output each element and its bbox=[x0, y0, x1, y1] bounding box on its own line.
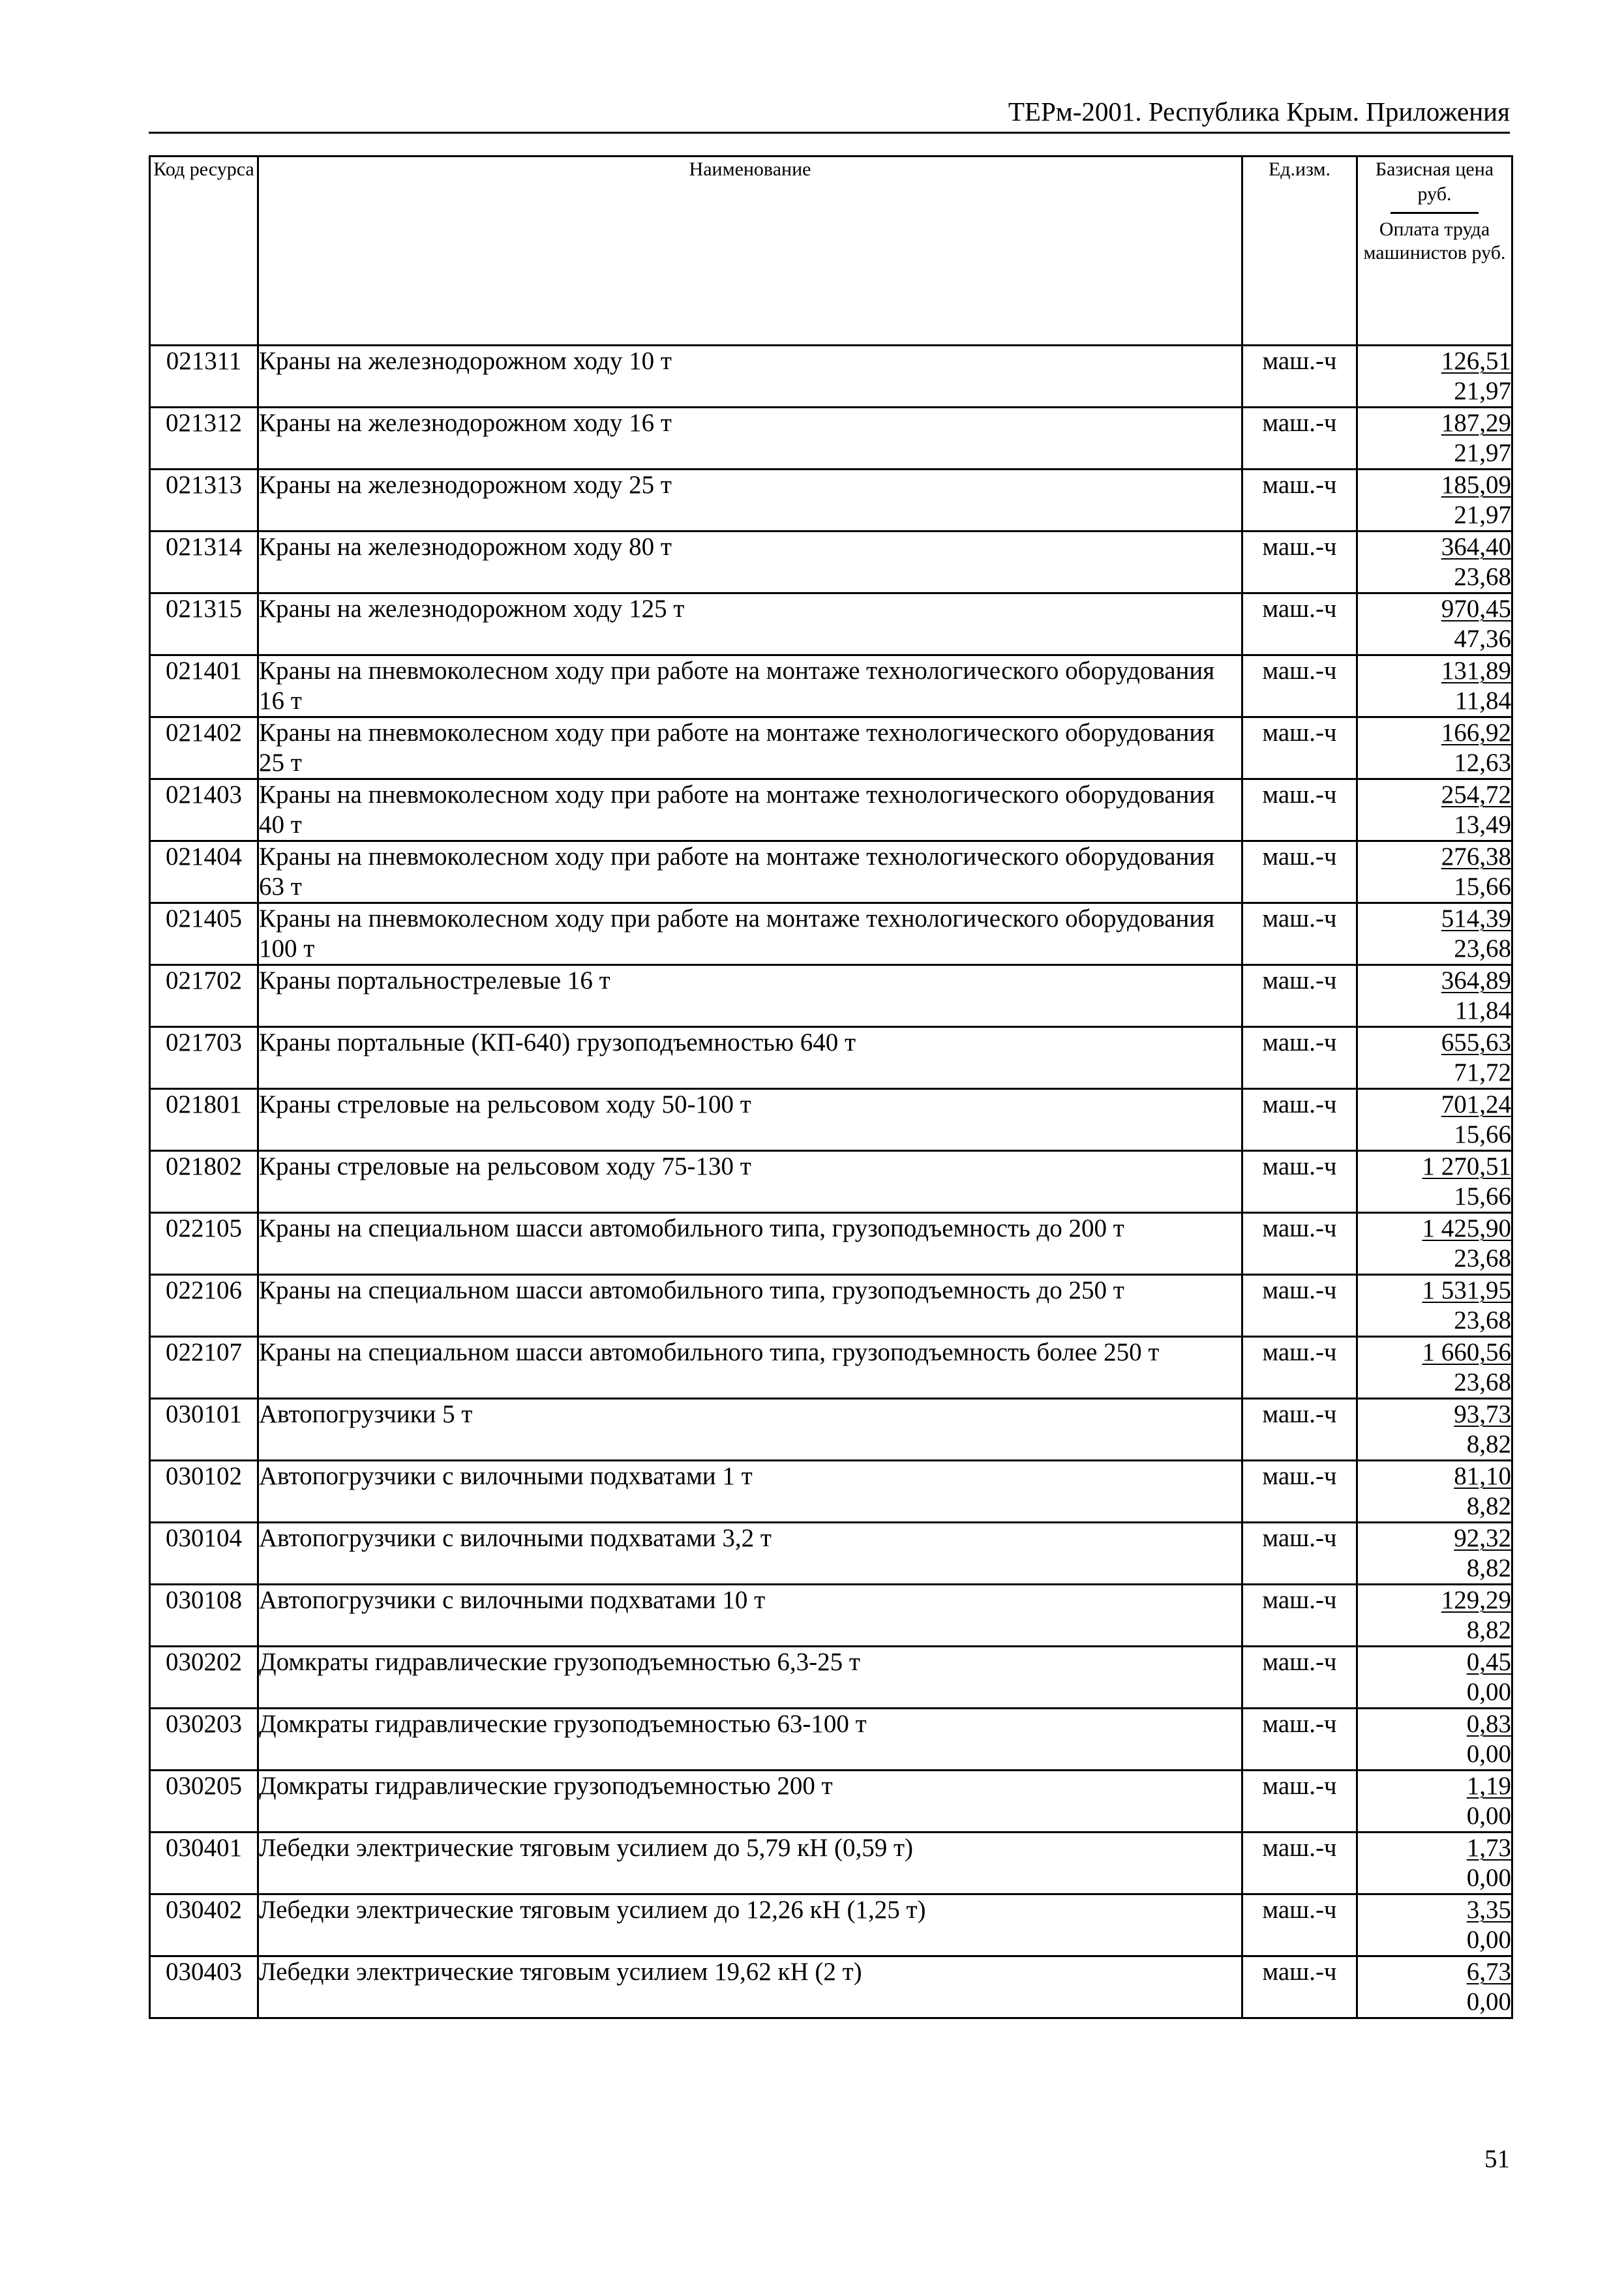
column-header-name: Наименование bbox=[258, 157, 1242, 346]
table-row bbox=[150, 717, 1512, 779]
operator-wage: 15,66 bbox=[1454, 873, 1511, 901]
resource-code: 030401 bbox=[150, 1833, 258, 1894]
resource-name: Краны на пневмоколесном ходу при работе на монтаже технологического оборудования 63 т bbox=[258, 841, 1242, 903]
table-row bbox=[150, 1151, 1512, 1213]
resource-code: 022106 bbox=[150, 1275, 258, 1337]
operator-wage: 0,00 bbox=[1466, 1678, 1511, 1706]
resource-name: Лебедки электрические тяговым усилием 19,62 кН (2 т) bbox=[258, 1956, 1242, 2018]
operator-wage: 11,84 bbox=[1454, 687, 1511, 715]
operator-wage: 23,68 bbox=[1454, 1368, 1511, 1396]
resource-name: Краны портальные (КП-640) грузоподъемностью 640 т bbox=[258, 1027, 1242, 1089]
operator-wage: 13,49 bbox=[1454, 811, 1511, 839]
column-header-code: Код ресурса bbox=[150, 157, 258, 346]
base-price: 3,35 bbox=[1466, 1896, 1511, 1924]
table-body bbox=[150, 346, 1512, 2018]
table-row bbox=[150, 1894, 1512, 1956]
unit-of-measure: маш.-ч bbox=[1242, 408, 1357, 470]
resource-code: 021315 bbox=[150, 593, 258, 655]
unit-of-measure: маш.-ч bbox=[1242, 1213, 1357, 1275]
operator-wage: 23,68 bbox=[1454, 1244, 1511, 1272]
column-header-operator-wage: Оплата труда машинистов руб. bbox=[1363, 218, 1506, 263]
price-cell bbox=[1357, 1089, 1512, 1151]
operator-wage: 0,00 bbox=[1466, 1864, 1511, 1892]
operator-wage: 0,00 bbox=[1466, 1988, 1511, 2016]
resource-code: 030108 bbox=[150, 1585, 258, 1647]
operator-wage: 71,72 bbox=[1454, 1058, 1511, 1086]
unit-of-measure: маш.-ч bbox=[1242, 655, 1357, 717]
base-price: 1,73 bbox=[1466, 1834, 1511, 1862]
column-header-base-price: Базисная цена руб. bbox=[1375, 158, 1494, 205]
operator-wage: 0,00 bbox=[1466, 1926, 1511, 1954]
unit-of-measure: маш.-ч bbox=[1242, 903, 1357, 965]
resource-name: Домкраты гидравлические грузоподъемностью 63-100 т bbox=[258, 1709, 1242, 1771]
unit-of-measure: маш.-ч bbox=[1242, 1894, 1357, 1956]
resource-name: Краны на железнодорожном ходу 80 т bbox=[258, 531, 1242, 593]
price-cell bbox=[1357, 779, 1512, 841]
base-price: 1,19 bbox=[1466, 1772, 1511, 1800]
unit-of-measure: маш.-ч bbox=[1242, 1709, 1357, 1771]
unit-of-measure: маш.-ч bbox=[1242, 1647, 1357, 1709]
resource-price-table bbox=[149, 155, 1513, 2019]
resource-name: Краны на железнодорожном ходу 10 т bbox=[258, 346, 1242, 408]
resource-name: Автопогрузчики с вилочными подхватами 10 т bbox=[258, 1585, 1242, 1647]
resource-code: 021801 bbox=[150, 1089, 258, 1151]
table-header-row bbox=[150, 157, 1512, 346]
base-price: 1 531,95 bbox=[1422, 1276, 1511, 1304]
resource-code: 021402 bbox=[150, 717, 258, 779]
column-header-price-divider bbox=[1391, 212, 1479, 214]
unit-of-measure: маш.-ч bbox=[1242, 1771, 1357, 1833]
base-price: 185,09 bbox=[1441, 471, 1511, 499]
price-cell bbox=[1357, 470, 1512, 531]
operator-wage: 15,66 bbox=[1454, 1182, 1511, 1210]
base-price: 131,89 bbox=[1441, 657, 1511, 685]
unit-of-measure: маш.-ч bbox=[1242, 1275, 1357, 1337]
table-row bbox=[150, 655, 1512, 717]
table-row bbox=[150, 1027, 1512, 1089]
base-price: 126,51 bbox=[1441, 347, 1511, 375]
resource-name: Лебедки электрические тяговым усилием до 5,79 кН (0,59 т) bbox=[258, 1833, 1242, 1894]
base-price: 0,83 bbox=[1466, 1710, 1511, 1738]
resource-name: Лебедки электрические тяговым усилием до 12,26 кН (1,25 т) bbox=[258, 1894, 1242, 1956]
operator-wage: 8,82 bbox=[1466, 1554, 1511, 1582]
price-cell bbox=[1357, 1833, 1512, 1894]
base-price: 129,29 bbox=[1441, 1586, 1511, 1614]
price-cell bbox=[1357, 531, 1512, 593]
resource-code: 021314 bbox=[150, 531, 258, 593]
operator-wage: 21,97 bbox=[1454, 439, 1511, 467]
unit-of-measure: маш.-ч bbox=[1242, 1523, 1357, 1585]
resource-name: Краны стреловые на рельсовом ходу 75-130 т bbox=[258, 1151, 1242, 1213]
price-cell bbox=[1357, 1585, 1512, 1647]
base-price: 1 425,90 bbox=[1422, 1214, 1511, 1242]
price-cell bbox=[1357, 903, 1512, 965]
resource-name: Краны на железнодорожном ходу 125 т bbox=[258, 593, 1242, 655]
base-price: 93,73 bbox=[1454, 1400, 1511, 1428]
resource-code: 030403 bbox=[150, 1956, 258, 2018]
table-row bbox=[150, 1585, 1512, 1647]
resource-code: 021405 bbox=[150, 903, 258, 965]
table-row bbox=[150, 1089, 1512, 1151]
resource-name: Домкраты гидравлические грузоподъемностью 6,3-25 т bbox=[258, 1647, 1242, 1709]
table-row bbox=[150, 1647, 1512, 1709]
resource-name: Краны на пневмоколесном ходу при работе на монтаже технологического оборудования 25 т bbox=[258, 717, 1242, 779]
unit-of-measure: маш.-ч bbox=[1242, 593, 1357, 655]
price-cell bbox=[1357, 1275, 1512, 1337]
price-cell bbox=[1357, 1399, 1512, 1461]
unit-of-measure: маш.-ч bbox=[1242, 1027, 1357, 1089]
operator-wage: 21,97 bbox=[1454, 377, 1511, 405]
operator-wage: 23,68 bbox=[1454, 563, 1511, 591]
base-price: 92,32 bbox=[1454, 1524, 1511, 1552]
unit-of-measure: маш.-ч bbox=[1242, 1833, 1357, 1894]
table-row bbox=[150, 779, 1512, 841]
price-cell bbox=[1357, 965, 1512, 1027]
price-cell bbox=[1357, 408, 1512, 470]
table-row bbox=[150, 593, 1512, 655]
resource-code: 021703 bbox=[150, 1027, 258, 1089]
table-row bbox=[150, 1771, 1512, 1833]
unit-of-measure: маш.-ч bbox=[1242, 779, 1357, 841]
table-row bbox=[150, 1337, 1512, 1399]
unit-of-measure: маш.-ч bbox=[1242, 965, 1357, 1027]
operator-wage: 0,00 bbox=[1466, 1740, 1511, 1768]
price-cell bbox=[1357, 1709, 1512, 1771]
operator-wage: 8,82 bbox=[1466, 1430, 1511, 1458]
resource-name: Краны на пневмоколесном ходу при работе на монтаже технологического оборудования 16 т bbox=[258, 655, 1242, 717]
page-header-title: ТЕРм-2001. Республика Крым. Приложения bbox=[1008, 97, 1510, 127]
table-row bbox=[150, 470, 1512, 531]
resource-name: Автопогрузчики 5 т bbox=[258, 1399, 1242, 1461]
page-number: 51 bbox=[1484, 2145, 1510, 2173]
price-cell bbox=[1357, 717, 1512, 779]
price-cell bbox=[1357, 655, 1512, 717]
base-price: 166,92 bbox=[1441, 719, 1511, 747]
column-header-unit: Ед.изм. bbox=[1242, 157, 1357, 346]
resource-name: Краны на специальном шасси автомобильного типа, грузоподъемность до 200 т bbox=[258, 1213, 1242, 1275]
resource-name: Краны на пневмоколесном ходу при работе на монтаже технологического оборудования 100 т bbox=[258, 903, 1242, 965]
base-price: 1 660,56 bbox=[1422, 1338, 1511, 1366]
price-cell bbox=[1357, 1894, 1512, 1956]
header-divider bbox=[149, 132, 1510, 134]
price-cell bbox=[1357, 1647, 1512, 1709]
table-row bbox=[150, 965, 1512, 1027]
operator-wage: 8,82 bbox=[1466, 1492, 1511, 1520]
price-cell bbox=[1357, 1956, 1512, 2018]
table-row bbox=[150, 1275, 1512, 1337]
resource-name: Автопогрузчики с вилочными подхватами 1 т bbox=[258, 1461, 1242, 1523]
table-row bbox=[150, 1956, 1512, 2018]
operator-wage: 15,66 bbox=[1454, 1120, 1511, 1148]
resource-name: Краны на железнодорожном ходу 16 т bbox=[258, 408, 1242, 470]
resource-code: 021802 bbox=[150, 1151, 258, 1213]
operator-wage: 47,36 bbox=[1454, 625, 1511, 653]
table-row bbox=[150, 903, 1512, 965]
resource-code: 030202 bbox=[150, 1647, 258, 1709]
table-row bbox=[150, 1213, 1512, 1275]
base-price: 187,29 bbox=[1441, 409, 1511, 437]
price-cell bbox=[1357, 1337, 1512, 1399]
resource-code: 021404 bbox=[150, 841, 258, 903]
resource-code: 021702 bbox=[150, 965, 258, 1027]
table-row bbox=[150, 1461, 1512, 1523]
price-cell bbox=[1357, 1523, 1512, 1585]
resource-name: Домкраты гидравлические грузоподъемностью 200 т bbox=[258, 1771, 1242, 1833]
resource-code: 030101 bbox=[150, 1399, 258, 1461]
unit-of-measure: маш.-ч bbox=[1242, 1399, 1357, 1461]
resource-code: 030205 bbox=[150, 1771, 258, 1833]
base-price: 655,63 bbox=[1441, 1028, 1511, 1056]
unit-of-measure: маш.-ч bbox=[1242, 1151, 1357, 1213]
table-row bbox=[150, 408, 1512, 470]
price-cell bbox=[1357, 1461, 1512, 1523]
table-row bbox=[150, 346, 1512, 408]
unit-of-measure: маш.-ч bbox=[1242, 717, 1357, 779]
price-cell bbox=[1357, 841, 1512, 903]
base-price: 0,45 bbox=[1466, 1648, 1511, 1676]
resource-code: 021312 bbox=[150, 408, 258, 470]
column-header-price bbox=[1357, 157, 1512, 346]
resource-name: Краны портальнострелевые 16 т bbox=[258, 965, 1242, 1027]
table-row bbox=[150, 841, 1512, 903]
price-cell bbox=[1357, 1151, 1512, 1213]
unit-of-measure: маш.-ч bbox=[1242, 1956, 1357, 2018]
unit-of-measure: маш.-ч bbox=[1242, 1337, 1357, 1399]
base-price: 6,73 bbox=[1466, 1958, 1511, 1986]
operator-wage: 11,84 bbox=[1454, 996, 1511, 1025]
price-cell bbox=[1357, 1027, 1512, 1089]
unit-of-measure: маш.-ч bbox=[1242, 1461, 1357, 1523]
resource-code: 021313 bbox=[150, 470, 258, 531]
unit-of-measure: маш.-ч bbox=[1242, 470, 1357, 531]
base-price: 364,40 bbox=[1441, 533, 1511, 561]
resource-code: 021401 bbox=[150, 655, 258, 717]
resource-code: 030402 bbox=[150, 1894, 258, 1956]
base-price: 81,10 bbox=[1454, 1462, 1511, 1490]
resource-code: 022107 bbox=[150, 1337, 258, 1399]
operator-wage: 23,68 bbox=[1454, 935, 1511, 963]
resource-name: Краны стреловые на рельсовом ходу 50-100 т bbox=[258, 1089, 1242, 1151]
base-price: 514,39 bbox=[1441, 905, 1511, 933]
base-price: 364,89 bbox=[1441, 966, 1511, 995]
resource-name: Краны на специальном шасси автомобильного типа, грузоподъемность более 250 т bbox=[258, 1337, 1242, 1399]
operator-wage: 0,00 bbox=[1466, 1802, 1511, 1830]
base-price: 254,72 bbox=[1441, 781, 1511, 809]
resource-code: 022105 bbox=[150, 1213, 258, 1275]
unit-of-measure: маш.-ч bbox=[1242, 1585, 1357, 1647]
price-cell bbox=[1357, 593, 1512, 655]
base-price: 970,45 bbox=[1441, 595, 1511, 623]
price-cell bbox=[1357, 1771, 1512, 1833]
resource-code: 021403 bbox=[150, 779, 258, 841]
resource-name: Краны на специальном шасси автомобильного типа, грузоподъемность до 250 т bbox=[258, 1275, 1242, 1337]
table-row bbox=[150, 1709, 1512, 1771]
table-row bbox=[150, 1833, 1512, 1894]
resource-code: 021311 bbox=[150, 346, 258, 408]
base-price: 276,38 bbox=[1441, 843, 1511, 871]
resource-name: Краны на железнодорожном ходу 25 т bbox=[258, 470, 1242, 531]
unit-of-measure: маш.-ч bbox=[1242, 841, 1357, 903]
operator-wage: 23,68 bbox=[1454, 1306, 1511, 1334]
resource-code: 030104 bbox=[150, 1523, 258, 1585]
unit-of-measure: маш.-ч bbox=[1242, 346, 1357, 408]
table-row bbox=[150, 1523, 1512, 1585]
operator-wage: 8,82 bbox=[1466, 1616, 1511, 1644]
price-cell bbox=[1357, 1213, 1512, 1275]
base-price: 701,24 bbox=[1441, 1090, 1511, 1118]
unit-of-measure: маш.-ч bbox=[1242, 1089, 1357, 1151]
operator-wage: 21,97 bbox=[1454, 501, 1511, 529]
base-price: 1 270,51 bbox=[1422, 1152, 1511, 1180]
table-row bbox=[150, 531, 1512, 593]
resource-name: Краны на пневмоколесном ходу при работе на монтаже технологического оборудования 40 т bbox=[258, 779, 1242, 841]
resource-name: Автопогрузчики с вилочными подхватами 3,2 т bbox=[258, 1523, 1242, 1585]
operator-wage: 12,63 bbox=[1454, 749, 1511, 777]
unit-of-measure: маш.-ч bbox=[1242, 531, 1357, 593]
table-row bbox=[150, 1399, 1512, 1461]
resource-code: 030203 bbox=[150, 1709, 258, 1771]
resource-code: 030102 bbox=[150, 1461, 258, 1523]
price-cell bbox=[1357, 346, 1512, 408]
